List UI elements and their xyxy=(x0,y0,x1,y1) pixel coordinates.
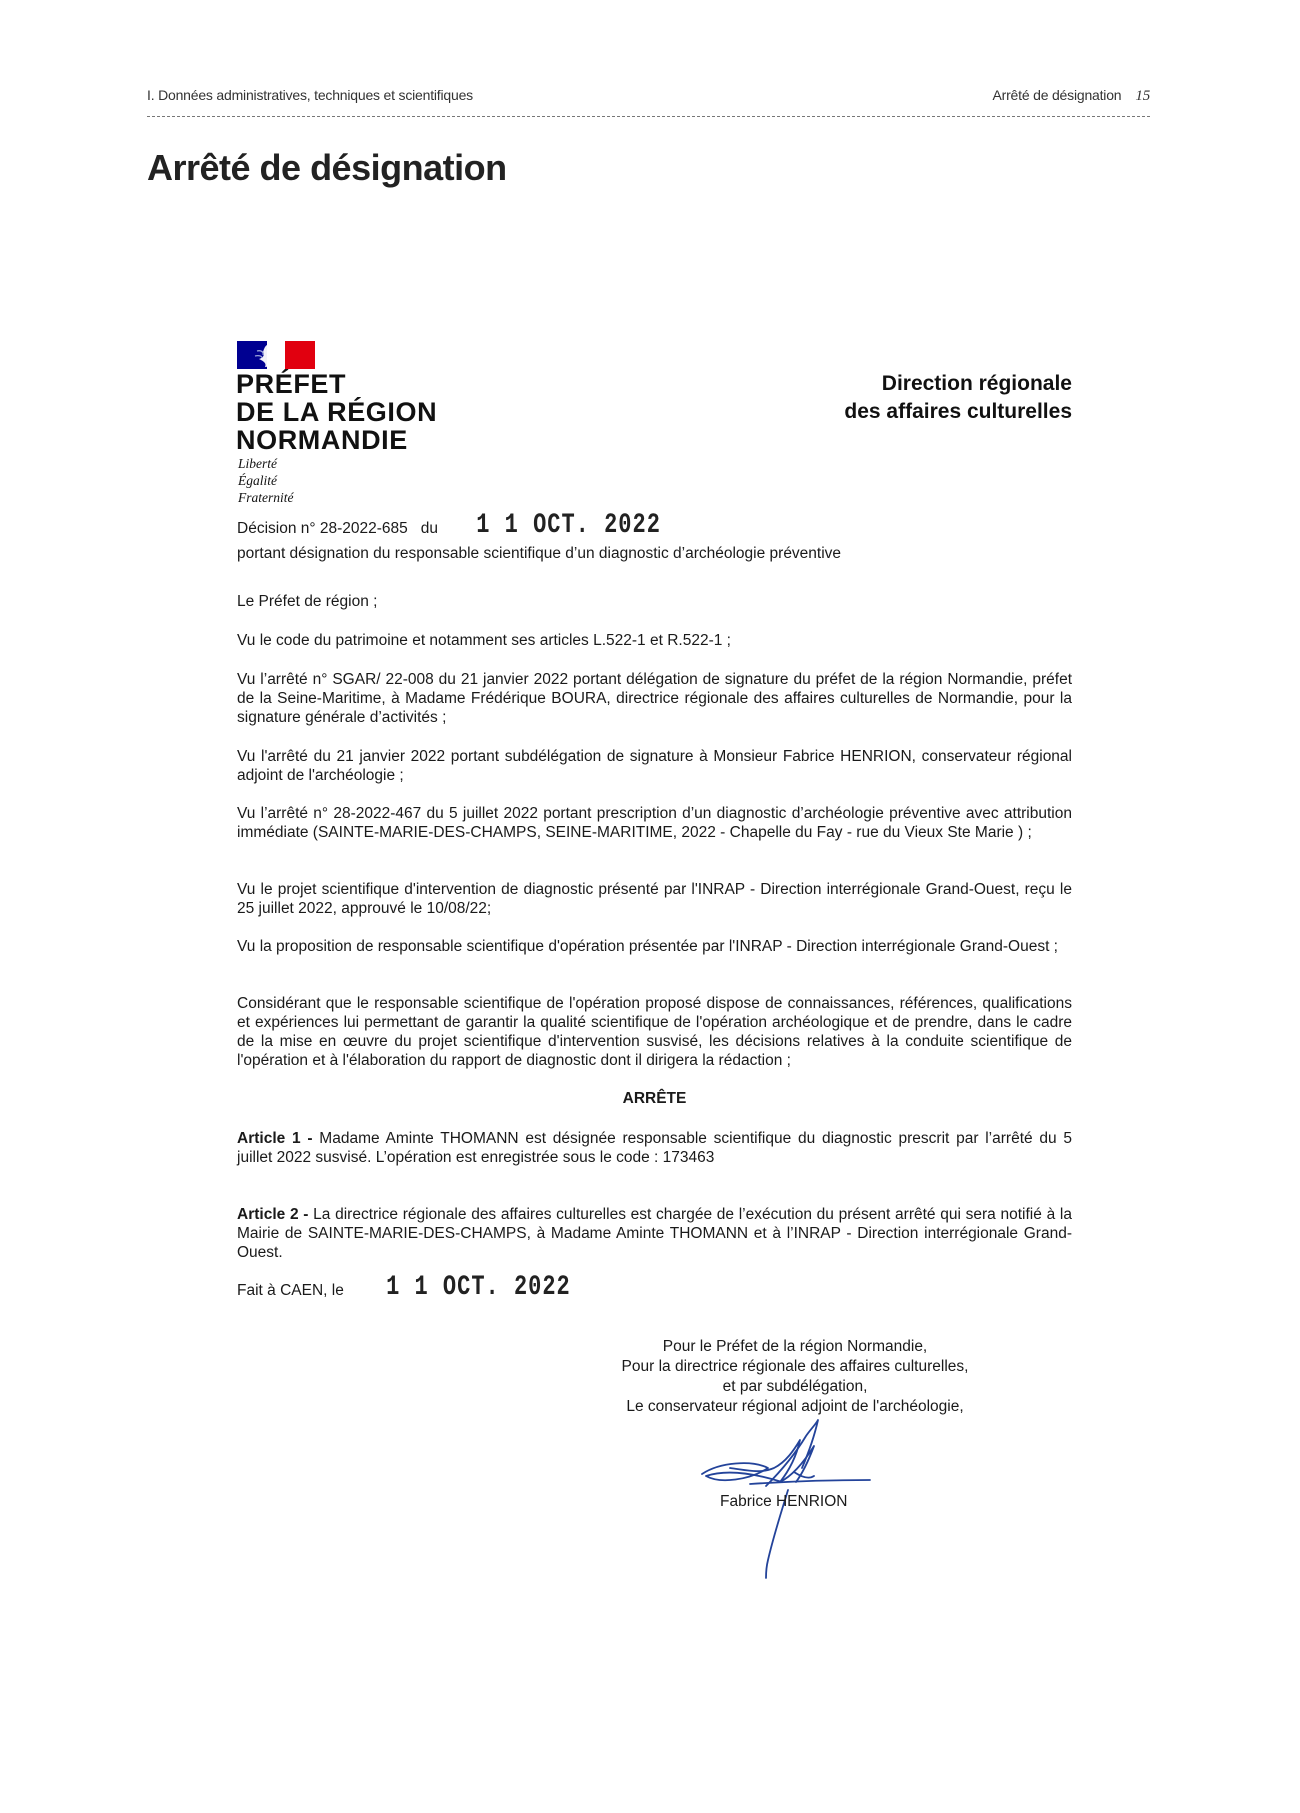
signature-line: Pour la directrice régionale des affaires culturelles, xyxy=(621,1358,969,1375)
motto-line: Fraternité xyxy=(238,490,294,505)
republic-motto xyxy=(238,455,294,506)
decision-line xyxy=(237,509,1072,541)
vu-paragraph-1: Vu le code du patrimoine et notamment ses articles L.522-1 et R.522-1 ; xyxy=(237,632,731,649)
prefet-line: DE LA RÉGION xyxy=(236,397,438,427)
header-divider xyxy=(147,116,1150,117)
prefet-paragraph: Le Préfet de région ; xyxy=(237,593,378,610)
article-label: Article 1 - xyxy=(237,1130,313,1147)
date-stamp: 1 1 OCT. 2022 xyxy=(476,509,661,541)
prefet-title xyxy=(236,370,437,454)
article-text: Madame Aminte THOMANN est désignée responsable scientifique du diagnostic prescrit par l’arrêté du 5 juillet 2022 susvisé. L’opération est enregistrée sous le code : 173463 xyxy=(237,1130,1072,1166)
signature-line: Pour le Préfet de la région Normandie, xyxy=(662,1338,928,1355)
signature-block xyxy=(560,1337,1030,1417)
page-title: Arrêté de désignation xyxy=(147,147,507,188)
decision-subject: portant désignation du responsable scientifique d’un diagnostic d’archéologie préventive xyxy=(237,545,842,562)
signer-name: Fabrice HENRION xyxy=(720,1493,848,1510)
vu-paragraph-4: Vu l’arrêté n° 28-2022-467 du 5 juillet 2022 portant prescription d’un diagnostic d’archéologie préventive avec attribution immédiate (SAINTE-MARIE-DES-CHAMPS, SEINE-MARITIME, 2022 - Chapelle du Fay - rue du Vieux Ste Marie ) ; xyxy=(237,805,1072,841)
motto-line: Liberté xyxy=(238,456,277,471)
fait-label: Fait à CAEN, le xyxy=(237,1282,344,1299)
vu-paragraph-2: Vu l’arrêté n° SGAR/ 22-008 du 21 janvier 2022 portant délégation de signature du préfet de la région Normandie, préfet de la Seine-Maritime, à Madame Frédérique BOURA, directrice régionale des affaires culturelles de Normandie, pour la signature générale d’activités ; xyxy=(237,671,1072,726)
signature-line: et par subdélégation, xyxy=(722,1378,868,1395)
vu-paragraph-5: Vu le projet scientifique d'intervention de diagnostic présenté par l'INRAP - Direction interrégionale Grand-Ouest, reçu le 25 juillet 2022, approuvé le 10/08/22; xyxy=(237,881,1072,917)
running-header-title: Arrêté de désignation xyxy=(992,87,1122,103)
motto-line: Égalité xyxy=(238,473,277,488)
signature-line: Le conservateur régional adjoint de l'archéologie, xyxy=(626,1398,964,1415)
marianne-logo xyxy=(237,341,315,369)
article-text: La directrice régionale des affaires culturelles est chargée de l’exécution du présent arrêté qui sera notifié à la Mairie de SAINTE-MARIE-DES-CHAMPS, à Madame Aminte THOMANN et à l’INRAP - Direction interrégionale Grand-Ouest. xyxy=(237,1206,1072,1261)
date-stamp: 1 1 OCT. 2022 xyxy=(386,1271,571,1303)
considerant-paragraph: Considérant que le responsable scientifique de l'opération proposé dispose de connaissances, références, qualifications et expériences lui permettant de garantir la qualité scientifique de l'opération archéologique et de prendre, dans le cadre de la mise en œuvre du projet scientifique d'intervention susvisé, les décisions relatives à la conduite scientifique de l'opération et à l'élaboration du rapport de diagnostic dont il dirigera la rédaction ; xyxy=(237,995,1072,1069)
running-header-right xyxy=(993,87,1151,105)
fait-line xyxy=(237,1271,1072,1303)
marianne-profile-icon xyxy=(251,343,291,369)
direction-title xyxy=(844,370,1072,426)
arrete-heading: ARRÊTE xyxy=(622,1090,687,1107)
article-2 xyxy=(237,1205,1072,1262)
prefet-line: PRÉFET xyxy=(236,369,347,399)
decision-number: Décision n° 28-2022-685 du xyxy=(237,520,438,537)
vu-paragraph-6: Vu la proposition de responsable scientifique d'opération présentée par l'INRAP - Direction interrégionale Grand-Ouest ; xyxy=(237,938,1058,955)
prefet-line: NORMANDIE xyxy=(236,425,408,455)
article-label: Article 2 - xyxy=(237,1206,309,1223)
direction-line: des affaires culturelles xyxy=(844,400,1072,423)
running-header-section: I. Données administratives, techniques et scientifiques xyxy=(147,87,473,103)
vu-paragraph-3: Vu l'arrêté du 21 janvier 2022 portant subdélégation de signature à Monsieur Fabrice HENRION, conservateur régional adjoint de l'archéologie ; xyxy=(237,748,1072,784)
direction-line: Direction régionale xyxy=(881,372,1072,395)
page-number: 15 xyxy=(1135,88,1150,104)
article-1 xyxy=(237,1129,1072,1167)
